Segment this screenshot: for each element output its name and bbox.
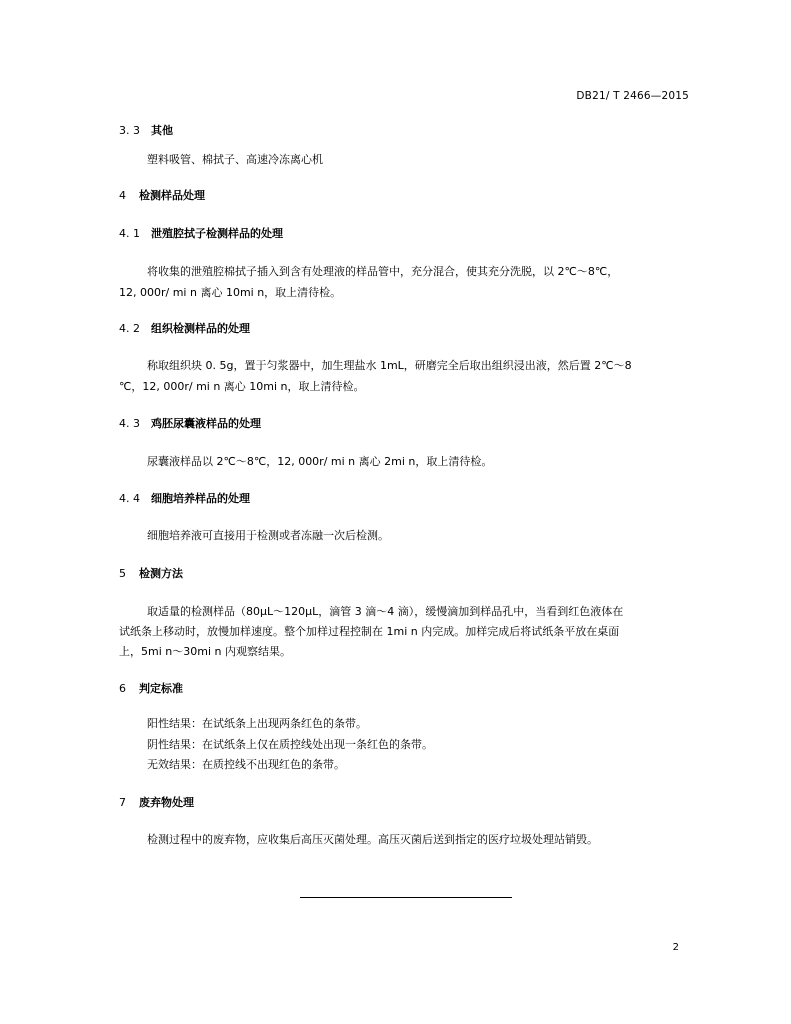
paragraph-4-2-line-1: 称取组织块 0. 5g，置于匀浆器中，加生理盐水 1mL，研磨完全后取出组织浸出液，然后置 2℃～8 [147, 359, 632, 372]
section-number: 4. 3 [119, 417, 140, 430]
result-negative: 阴性结果：在试纸条上仅在质控线处出现一条红色的条带。 [147, 738, 433, 751]
end-rule [300, 897, 512, 898]
section-number: 5 [119, 567, 126, 580]
paragraph-5-line-3: 上，5mi n～30mi n 内观察结果。 [119, 645, 291, 658]
heading-4-3 [119, 415, 261, 431]
section-title: 鸡胚尿囊液样品的处理 [151, 417, 261, 430]
section-number: 4 [119, 189, 126, 202]
section-title: 泄殖腔拭子检测样品的处理 [151, 227, 283, 240]
paragraph-5-line-1: 取适量的检测样品（80μL～120μL，滴管 3 滴～4 滴），缓慢滴加到样品孔中，当看到红色液体在 [147, 605, 624, 618]
heading-3-3 [119, 122, 173, 138]
section-number: 4. 1 [119, 227, 140, 240]
paragraph-3-3: 塑料吸管、棉拭子、高速冷冻离心机 [147, 153, 323, 166]
section-number: 4. 4 [119, 492, 140, 505]
paragraph-7: 检测过程中的废弃物，应收集后高压灭菌处理。高压灭菌后送到指定的医疗垃圾处理站销毁。 [147, 833, 598, 846]
document-code: DB21/ T 2466—2015 [576, 90, 689, 102]
section-title: 检测方法 [139, 567, 183, 580]
heading-7 [119, 794, 194, 810]
section-title: 细胞培养样品的处理 [151, 492, 250, 505]
section-title: 判定标准 [139, 682, 183, 695]
heading-6 [119, 680, 183, 696]
heading-4-4 [119, 490, 250, 506]
section-number: 7 [119, 796, 126, 809]
heading-4-2 [119, 320, 250, 336]
heading-4-1 [119, 225, 283, 241]
section-title: 检测样品处理 [139, 189, 205, 202]
page-number: 2 [672, 942, 679, 953]
heading-5 [119, 565, 183, 581]
section-title: 组织检测样品的处理 [151, 322, 250, 335]
paragraph-5-line-2: 试纸条上移动时，放慢加样速度。整个加样过程控制在 1mi n 内完成。加样完成后将试纸条平放在桌面 [119, 625, 620, 638]
paragraph-4-2-line-2: ℃，12, 000r/ mi n 离心 10mi n，取上清待检。 [119, 380, 365, 393]
result-positive: 阳性结果：在试纸条上出现两条红色的条带。 [147, 717, 367, 730]
section-number: 6 [119, 682, 126, 695]
section-number: 3. 3 [119, 124, 140, 137]
paragraph-4-4: 细胞培养液可直接用于检测或者冻融一次后检测。 [147, 529, 389, 542]
heading-4 [119, 187, 205, 203]
paragraph-4-3: 尿囊液样品以 2℃～8℃，12, 000r/ mi n 离心 2mi n，取上清待检。 [147, 455, 493, 468]
section-title: 其他 [151, 124, 173, 137]
paragraph-4-1-line-2: 12, 000r/ mi n 离心 10mi n，取上清待检。 [119, 286, 342, 299]
section-title: 废弃物处理 [139, 796, 194, 809]
paragraph-4-1-line-1: 将收集的泄殖腔棉拭子插入到含有处理液的样品管中，充分混合，使其充分洗脱，以 2℃～8℃， [147, 265, 619, 278]
result-invalid: 无效结果：在质控线不出现红色的条带。 [147, 758, 345, 771]
section-number: 4. 2 [119, 322, 140, 335]
